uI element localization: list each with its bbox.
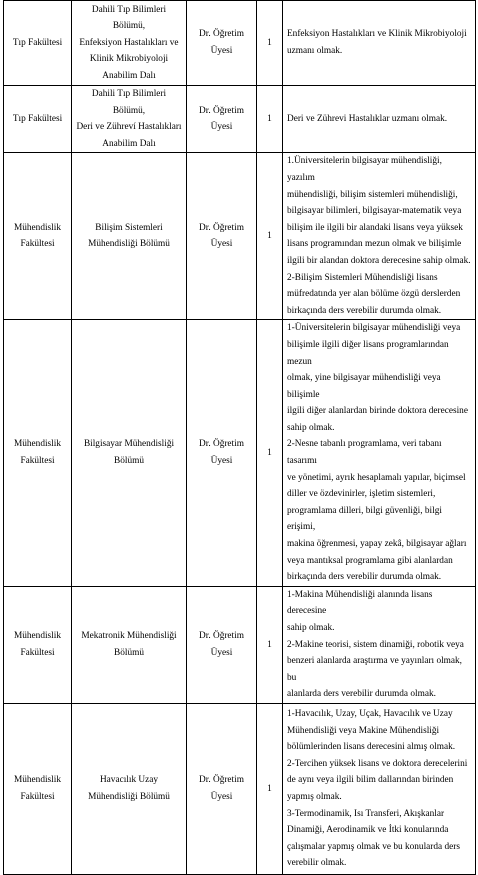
title-line: Dr. Öğretim bbox=[199, 105, 244, 116]
requirements-line: mühendisliği, bilişim sistemleri mühendisliği, bbox=[287, 189, 458, 200]
faculty-line: Mühendislik bbox=[13, 775, 61, 786]
requirements-line: bölümlerinden lisans derecesini almış olmak. bbox=[287, 742, 456, 753]
department-line: Anabilim Dalı bbox=[102, 138, 156, 149]
department-line: Bilgisayar Mühendisliği bbox=[83, 439, 175, 450]
requirements-line: Dinamiği, Aerodinamik ve İtki konularında bbox=[287, 825, 449, 836]
requirements-cell bbox=[283, 1, 476, 86]
count-cell bbox=[257, 86, 283, 153]
title-line: Üyesi bbox=[210, 122, 233, 133]
faculty-cell bbox=[4, 86, 72, 153]
requirements-line: 1-Üniversitelerin bilgisayar mühendisliği veya bbox=[287, 323, 461, 334]
title-line: Üyesi bbox=[210, 791, 233, 802]
table-row bbox=[4, 320, 476, 587]
department-line: Dahili Tıp Bilimleri Bölümü, bbox=[91, 89, 167, 116]
faculty-cell bbox=[4, 1, 72, 86]
requirements-cell bbox=[283, 153, 476, 320]
title-line: Üyesi bbox=[210, 46, 233, 56]
count-cell bbox=[257, 153, 283, 320]
requirements-cell bbox=[283, 320, 476, 587]
requirements-line: programlama dilleri, bilgi güvenliği, bilgi erişimi, bbox=[287, 505, 442, 533]
requirements-line: 1.Üniversitelerin bilgisayar mühendisliği, yazılım bbox=[287, 156, 442, 183]
count-text: 1 bbox=[267, 113, 272, 124]
faculty-line: Mühendislik bbox=[13, 222, 61, 233]
requirements-line: Deri ve Zührevi Hastalıklar uzmanı olmak. bbox=[287, 113, 448, 124]
department-cell bbox=[72, 586, 187, 703]
department-line: Anabilim Dalı bbox=[102, 70, 156, 81]
requirements-line: 2-Makine teorisi, sistem dinamiği, robotik veya bbox=[287, 639, 464, 650]
department-line: Klinik Mikrobiyoloji bbox=[89, 54, 169, 65]
title-cell bbox=[187, 703, 257, 874]
requirements-line: müfredatında yer alan bölüme özgü derslerden bbox=[287, 289, 461, 300]
faculty-line: Fakültesi bbox=[20, 791, 55, 802]
requirements-line: de aynı veya ilgili bilim dallarından birinden bbox=[287, 775, 454, 786]
requirements-line: benzeri alanlarda araştırma ve yayınları olmak, bu bbox=[287, 656, 463, 683]
department-cell bbox=[72, 86, 187, 153]
title-line: Üyesi bbox=[210, 647, 233, 658]
department-line: Havacılık Uzay bbox=[99, 775, 159, 786]
requirements-line: diller ve özdevinirler, işletim sistemleri, bbox=[287, 489, 436, 500]
table-row bbox=[4, 1, 476, 86]
count-cell bbox=[257, 1, 283, 86]
table-row bbox=[4, 86, 476, 153]
department-line: Mühendisliği Bölümü bbox=[88, 791, 170, 802]
department-line: Enfeksiyon Hastalıkları ve bbox=[79, 37, 179, 48]
faculty-text: Tıp Fakültesi bbox=[12, 37, 63, 48]
faculty-cell bbox=[4, 320, 72, 587]
department-cell bbox=[72, 320, 187, 587]
title-cell bbox=[187, 86, 257, 153]
requirements-line: alanlarda ders verebilir durumda olmak. bbox=[287, 689, 436, 700]
requirements-line: 3-Termodinamik, Isı Transferi, Akışkanlar bbox=[287, 808, 445, 819]
title-cell bbox=[187, 153, 257, 320]
faculty-line: Fakültesi bbox=[20, 239, 55, 250]
requirements-line: 2-Bilişim Sistemleri Mühendisliği lisans bbox=[287, 272, 438, 283]
faculty-line: Fakültesi bbox=[20, 647, 55, 658]
requirements-line: 2-Tercihen yüksek lisans ve doktora derecelerini bbox=[287, 758, 468, 769]
requirements-line: 1-Makina Mühendisliği alanında lisans derecesine bbox=[287, 589, 433, 617]
requirements-line: Mühendisliği veya Makine Mühendisliği bbox=[287, 725, 440, 736]
faculty-cell bbox=[4, 703, 72, 874]
count-cell bbox=[257, 320, 283, 587]
requirements-line: çalışmalar yapmış olmak ve bu konularda ders bbox=[287, 841, 460, 852]
title-line: Üyesi bbox=[210, 456, 233, 467]
title-line: Üyesi bbox=[210, 239, 233, 250]
title-cell bbox=[187, 1, 257, 86]
faculty-line: Mühendislik bbox=[13, 439, 61, 450]
department-cell bbox=[72, 703, 187, 874]
faculty-cell bbox=[4, 586, 72, 703]
table-row bbox=[4, 703, 476, 874]
requirements-cell bbox=[283, 703, 476, 874]
count-text: 1 bbox=[267, 783, 272, 794]
department-line: Dahili Tıp Bilimleri Bölümü, bbox=[91, 4, 167, 32]
department-line: Mühendisliği Bölümü bbox=[88, 239, 170, 250]
requirements-line: uzmanı olmak. bbox=[287, 46, 343, 56]
requirements-line: Enfeksiyon Hastalıkları ve Klinik Mikrobiyoloji bbox=[287, 29, 467, 40]
table-row bbox=[4, 586, 476, 703]
requirements-line: lisans programından mezun olmak ve bilişimle bbox=[287, 239, 462, 250]
requirements-line: verebilir olmak. bbox=[287, 858, 347, 869]
department-cell bbox=[72, 1, 187, 86]
requirements-line: 1-Havacılık, Uzay, Uçak, Havacılık ve Uzay bbox=[287, 709, 453, 719]
department-line: Deri ve Zühreví Hastalıkları bbox=[76, 122, 182, 133]
count-text: 1 bbox=[267, 639, 272, 650]
table-row bbox=[4, 153, 476, 320]
requirements-line: makina öğrenmesi, yapay zekâ, bilgisayar ağları bbox=[287, 539, 467, 550]
title-cell bbox=[187, 586, 257, 703]
title-line: Dr. Öğretim bbox=[199, 775, 244, 786]
requirements-line: bilişim ile ilgili bir alandaki lisans veya yüksek bbox=[287, 222, 463, 233]
requirements-line: birkaçında ders verebilir durumda olmak. bbox=[287, 305, 442, 316]
title-line: Dr. Öğretim bbox=[199, 222, 244, 233]
requirements-line: ilgili diğer alanlardan birinde doktora derecesine bbox=[287, 406, 468, 417]
department-line: Mekatronik Mühendisliği bbox=[81, 631, 177, 642]
requirements-line: olmak, yine bilgisayar mühendisliği veya bilişimle bbox=[287, 373, 441, 400]
title-cell bbox=[187, 320, 257, 587]
faculty-text: Tıp Fakültesi bbox=[12, 113, 63, 124]
faculty-cell bbox=[4, 153, 72, 320]
title-line: Dr. Öğretim bbox=[199, 439, 244, 450]
requirements-line: yapmış olmak. bbox=[287, 791, 342, 802]
requirements-cell bbox=[283, 586, 476, 703]
department-cell bbox=[72, 153, 187, 320]
count-text: 1 bbox=[267, 447, 272, 458]
faculty-line: Fakültesi bbox=[20, 456, 55, 467]
count-cell bbox=[257, 586, 283, 703]
requirements-line: ve yönetimi, ayrık hesaplamalı yapılar, biçimsel bbox=[287, 472, 466, 483]
requirements-line: sahip olmak. bbox=[287, 422, 335, 433]
title-line: Dr. Öğretim bbox=[199, 631, 244, 642]
table-body bbox=[4, 1, 476, 875]
requirements-line: veya mantıksal programlama gibi alanlardan bbox=[287, 555, 453, 566]
requirements-line: sahip olmak. bbox=[287, 623, 335, 633]
title-line: Dr. Öğretim bbox=[199, 29, 244, 40]
requirements-line: 2-Nesne tabanlı programlama, veri tabanı tasarımı bbox=[287, 439, 442, 467]
staff-positions-table bbox=[3, 0, 476, 875]
count-cell bbox=[257, 703, 283, 874]
requirements-line: bilgisayar bilimleri, bilgisayar-matematik veya bbox=[287, 206, 462, 217]
department-line: Bölümü bbox=[114, 647, 144, 658]
requirements-line: ilgili bir alandan doktora derecesine sahip olmak. bbox=[287, 255, 471, 266]
department-line: Bölümü bbox=[114, 456, 144, 467]
department-line: Bilişim Sistemleri bbox=[95, 222, 163, 233]
count-text: 1 bbox=[267, 231, 272, 242]
count-text: 1 bbox=[267, 37, 272, 48]
requirements-cell bbox=[283, 86, 476, 153]
faculty-line: Mühendislik bbox=[13, 631, 61, 642]
requirements-line: bilişimle ilgili diğer lisans programlarından mezun bbox=[287, 339, 449, 367]
requirements-line: birkaçında ders verebilir durumda olmak. bbox=[287, 572, 442, 583]
